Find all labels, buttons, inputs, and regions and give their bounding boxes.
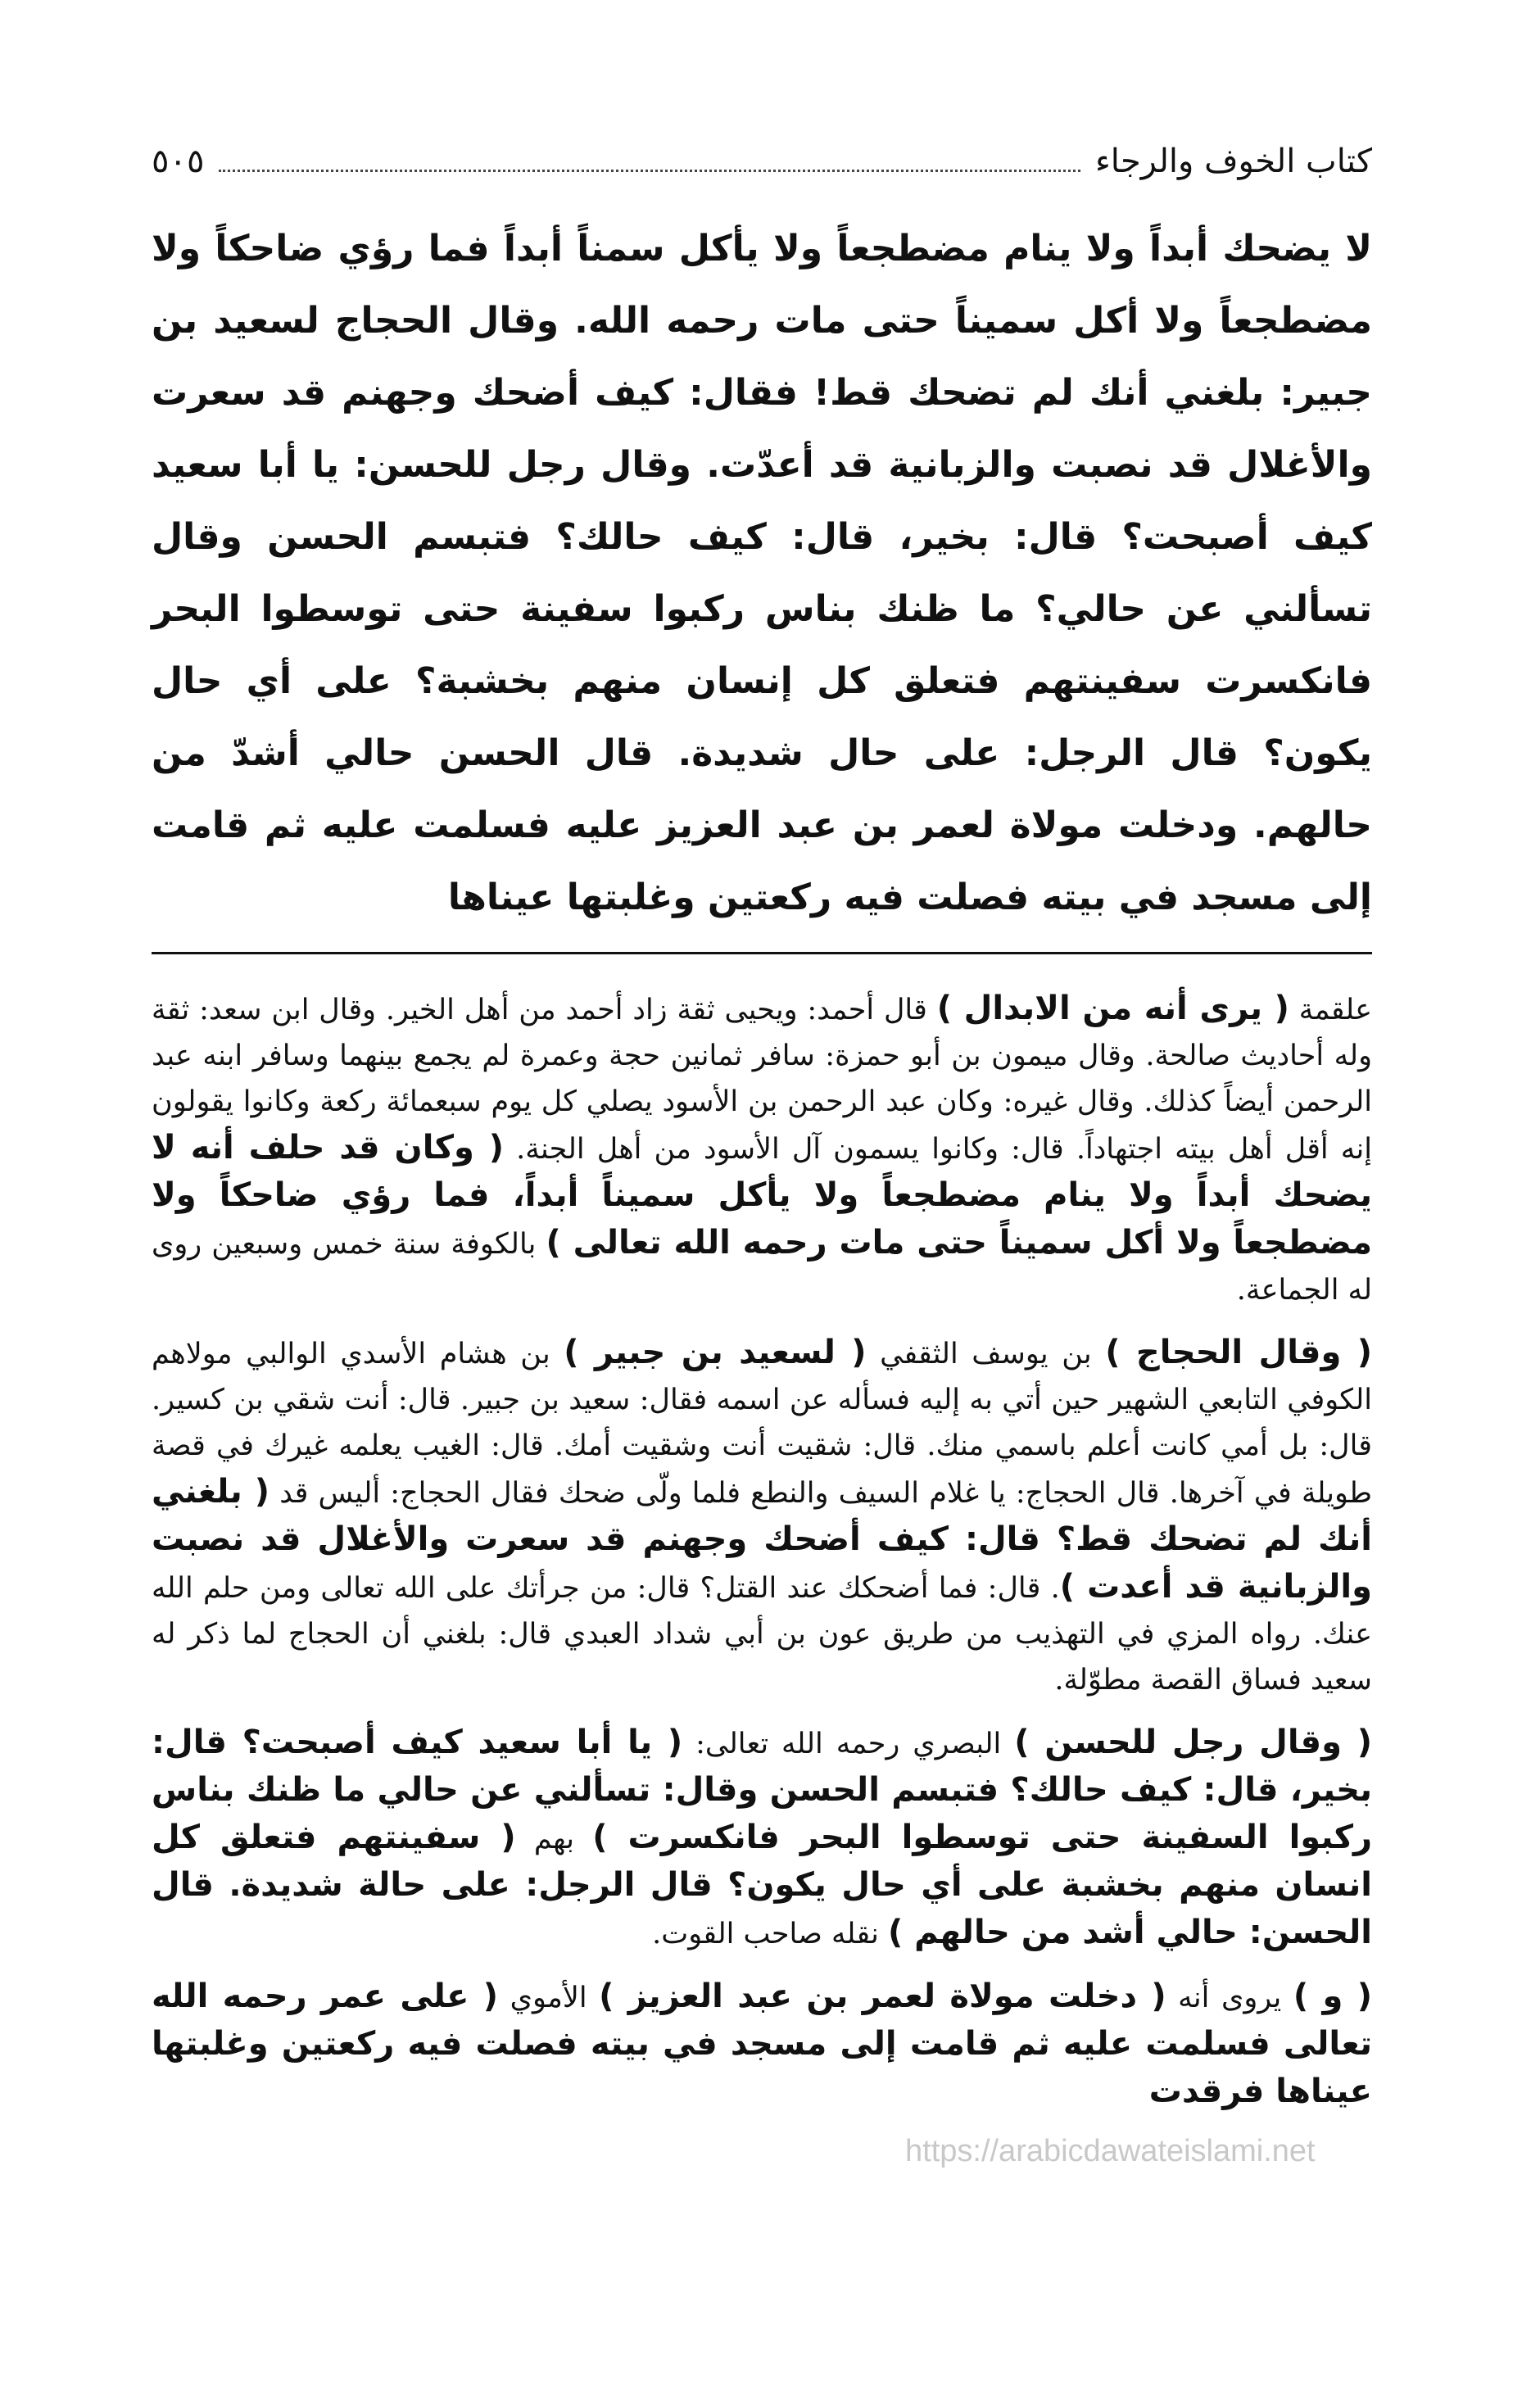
commentary-text: . قال: فما أضحكك عند القتل؟ قال: من جرأتك على الله تعالى ومن حلم الله عنك. رواه المزي في التهذيب من طريق عون بن أبي شداد العبدي قال: بلغني أن الحجاج لما ذكر له سعيد فساق القصة مطوّلة. — [152, 1572, 1372, 1697]
commentary-text: الأموي — [498, 1982, 600, 2014]
quoted-text: ( بلغني أنك لم تضحك قط؟ قال: كيف أضحك وجهنم قد سعرت والأغلال قد نصبت والزبانية قد أعدت ) — [152, 1473, 1372, 1606]
quoted-text: ( وقال الحجاج ) — [1105, 1334, 1372, 1371]
commentary-text: يروى أنه — [1166, 1982, 1293, 2014]
commentary-text: علقمة — [1289, 994, 1372, 1026]
main-text: لا يضحك أبداً ولا ينام مضطجعاً ولا يأكل سمناً أبداً فما رؤي ضاحكاً ولا مضطجعاً ولا أكل سميناً حتى مات رحمه الله. وقال الحجاج لسعيد بن جبير: بلغني أنك لم تضحك قط! فقال: كيف أضحك وجهنم قد سعرت والأغلال قد نصبت والزبانية قد أعدّت. وقال رجل للحسن: يا أبا سعيد كيف أصبحت؟ قال: بخير، قال: كيف حالك؟ فتبسم الحسن وقال تسألني عن حالي؟ ما ظنك بناس ركبوا سفينة حتى توسطوا البحر فانكسرت سفينتهم فتعلق كل إنسان منهم بخشبة؟ على أي حال يكون؟ قال الرجل: على حال شديدة. قال الحسن حالي أشدّ من حالهم. ودخلت مولاة لعمر بن عبد العزيز عليه فسلمت عليه ثم قامت إلى مسجد في بيته فصلت فيه ركعتين وغلبتها عيناها — [152, 228, 1372, 918]
commentary-text: بهم — [515, 1823, 593, 1855]
quoted-text: ( و ) — [1293, 1978, 1372, 2015]
quoted-text: ( وقال رجل للحسن ) — [1014, 1724, 1372, 1761]
quoted-text: ( يرى أنه من الابدال ) — [936, 990, 1289, 1027]
commentary-text: بن يوسف الثقفي — [866, 1338, 1106, 1370]
footnote-separator — [152, 952, 1372, 954]
commentary-text: بالكوفة سنة خمس وسبعين روى له الجماعة. — [152, 1228, 1372, 1307]
commentary — [152, 985, 1372, 2116]
commentary-paragraph — [152, 1719, 1372, 1957]
commentary-paragraph — [152, 985, 1372, 1313]
quoted-text: ( دخلت مولاة لعمر بن عبد العزيز ) — [599, 1978, 1166, 2015]
commentary-text: بن هشام الأسدي الوالبي مولاهم الكوفي التابعي الشهير حين أتي به إليه فسأله عن اسمه فقال: سعيد بن جبير. قال: أنت شقي بن كسير. قال: بل أمي كانت أعلم باسمي منك. قال: شقيت أنت وشقيت أمك. قال: الغيب يعلمه غيرك في قصة طويلة في آخرها. قال الحجاج: يا غلام السيف والنطع فلما ولّى ضحك فقال الحجاج: أليس قد — [152, 1338, 1372, 1510]
commentary-text: قال أحمد: ويحيى ثقة زاد أحمد من أهل الخير. وقال ابن سعد: ثقة وله أحاديث صالحة. وقال ميمون بن أبو حمزة: سافر ثمانين حجة وعمرة لم يجمع بينهما وسافر ابنه عبد الرحمن أيضاً كذلك. وقال غيره: وكان عبد الرحمن بن الأسود يصلي كل يوم سبعمائة ركعة وكانوا يقولون إنه أقل أهل بيته اجتهاداً. قال: وكانوا يسمون آل الأسود من أهل الجنة. — [152, 994, 1373, 1166]
page-header — [152, 123, 1372, 180]
quoted-text: ( لسعيد بن جبير ) — [564, 1334, 867, 1371]
commentary-text: نقله صاحب القوت. — [652, 1918, 888, 1950]
quoted-text: ( على عمر رحمه الله تعالى فسلمت عليه ثم قامت إلى مسجد في بيته فصلت فيه ركعتين وغلبتها عيناها فرقدت — [152, 1978, 1372, 2110]
commentary-paragraph — [152, 1973, 1372, 2116]
quoted-text: ( سفينتهم فتعلق كل انسان منهم بخشبة على أي حال يكون؟ قال الرجل: على حالة شديدة. قال الحسن: حالي أشد من حالهم ) — [152, 1819, 1372, 1951]
commentary-paragraph — [152, 1330, 1372, 1703]
header-dotted-leader — [219, 169, 1080, 172]
quoted-text: ( يا أبا سعيد كيف أصبحت؟ قال: بخير، قال: كيف حالك؟ فتبسم الحسن وقال: تسألني عن حالي ما ظنك بناس ركبوا السفينة حتى توسطوا البحر فانكسرت ) — [152, 1724, 1373, 1856]
quoted-text: ( وكان قد حلف أنه لا يضحك أبداً ولا ينام مضطجعاً ولا يأكل سميناً أبداً، فما رؤي ضاحكاً ولا مضطجعاً ولا أكل سميناً حتى مات رحمه الله تعالى ) — [152, 1129, 1373, 1262]
commentary-text: البصري رحمه الله تعالى: — [682, 1728, 1015, 1760]
book-page — [152, 123, 1372, 2132]
page-number: ٥٠٥ — [152, 143, 205, 180]
running-title: كتاب الخوف والرجاء — [1094, 143, 1372, 180]
watermark-url: https://arabicdawateislami.net — [905, 2134, 1316, 2168]
